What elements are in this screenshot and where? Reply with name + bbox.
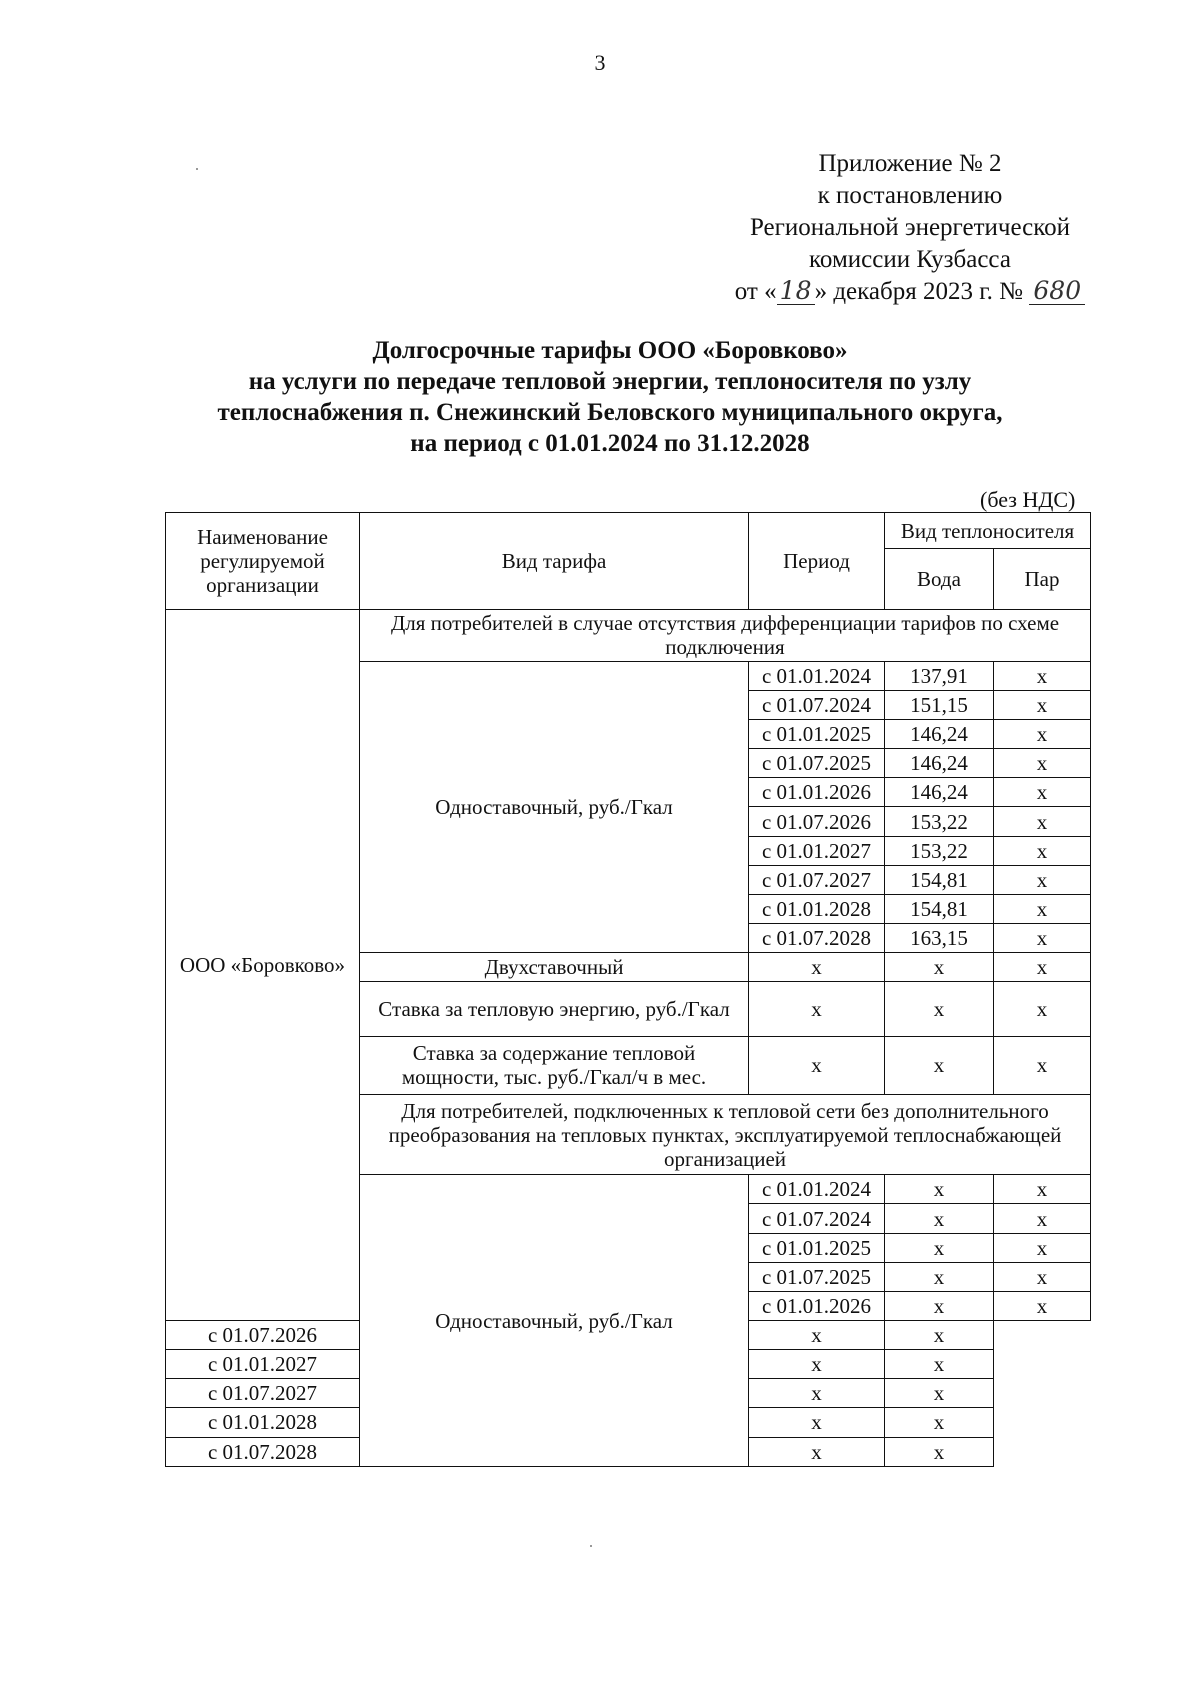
two-rate-label: Двухставочный [360,953,749,982]
scan-speck [196,168,198,170]
water-cell: 153,22 [885,836,994,865]
steam-cell: х [885,1408,994,1437]
water-cell: х [749,1437,885,1466]
steam-cell: х [885,1350,994,1379]
title-line-3: теплоснабжения п. Снежинский Беловского муниципального округа, [217,399,1003,426]
water-cell: 154,81 [885,894,994,923]
date-mid: » декабря 2023 г. № [814,278,1024,305]
period-cell: с 01.01.2028 [749,894,885,923]
appendix-line-1: Приложение № 2 [818,150,1002,177]
period-cell: с 01.07.2026 [166,1321,360,1350]
water-cell: 146,24 [885,778,994,807]
period-cell: с 01.01.2024 [749,1175,885,1204]
water-cell: 146,24 [885,749,994,778]
steam-cell: х [994,1204,1091,1233]
period-cell: с 01.01.2024 [749,661,885,690]
header-org: Наименование регулируемой организации [166,513,360,610]
period-cell: с 01.07.2027 [166,1379,360,1408]
header-row [166,513,1091,549]
water-cell: 163,15 [885,924,994,953]
section-1-single-rate-label: Одноставочный, руб./Гкал [360,661,749,952]
water-cell: х [885,1233,994,1262]
scan-speck [590,1545,592,1547]
steam-cell: х [994,1036,1091,1094]
water-cell: 137,91 [885,661,994,690]
water-cell: х [749,1379,885,1408]
steam-cell: х [994,865,1091,894]
steam-cell: х [885,1437,994,1466]
period-cell: с 01.01.2027 [166,1350,360,1379]
steam-cell: х [994,1175,1091,1204]
period-cell: с 01.07.2025 [749,1262,885,1291]
steam-cell: х [994,778,1091,807]
header-period: Период [749,513,885,610]
steam-cell: х [994,1233,1091,1262]
header-steam: Пар [994,549,1091,609]
period-cell: с 01.07.2024 [749,1204,885,1233]
steam-cell: х [994,1291,1091,1320]
steam-cell: х [994,924,1091,953]
title-line-1: Долгосрочные тарифы ООО «Боровково» [372,337,848,364]
header-tariff-type: Вид тарифа [360,513,749,610]
steam-cell: х [994,982,1091,1036]
water-cell: х [885,1262,994,1291]
title-line-4: на период с 01.01.2024 по 31.12.2028 [410,430,810,457]
steam-cell: х [994,661,1091,690]
water-cell: х [885,953,994,982]
header-carrier: Вид теплоносителя [885,513,1091,549]
period-cell: с 01.01.2025 [749,1233,885,1262]
period-cell: х [749,953,885,982]
period-cell: с 01.01.2027 [749,836,885,865]
water-cell: 153,22 [885,807,994,836]
water-cell: х [885,982,994,1036]
steam-cell: х [885,1321,994,1350]
energy-rate-label: Ставка за тепловую энергию, руб./Гкал [360,982,749,1036]
steam-cell: х [994,1262,1091,1291]
period-cell: с 01.07.2024 [749,690,885,719]
water-cell: х [885,1175,994,1204]
page-number: 3 [594,50,606,75]
appendix-line-3: Региональной энергетической [749,214,1071,241]
period-cell: с 01.01.2026 [749,1291,885,1320]
steam-cell: х [994,894,1091,923]
date-prefix: от « [734,278,777,305]
water-cell: х [885,1204,994,1233]
steam-cell: х [994,720,1091,749]
steam-cell: х [994,807,1091,836]
water-cell: х [749,1350,885,1379]
steam-cell: х [994,749,1091,778]
appendix-block [700,148,1120,308]
section-2-title: Для потребителей, подключенных к тепловой сети без дополнительного преобразования на тепловых пунктах, эксплуатируемой теплоснабжающей организацией [360,1094,1091,1174]
water-cell: х [749,1408,885,1437]
period-cell: с 01.07.2027 [749,865,885,894]
water-cell: х [749,1321,885,1350]
tariff-table [165,512,1091,1467]
appendix-line-4: комиссии Кузбасса [809,246,1011,273]
steam-cell: х [994,953,1091,982]
steam-cell: х [994,836,1091,865]
steam-cell: х [994,690,1091,719]
period-cell: х [749,1036,885,1094]
steam-cell: х [885,1379,994,1408]
vat-note: (без НДС) [980,487,1076,512]
appendix-line-2: к постановлению [817,182,1003,209]
organization-cell: ООО «Боровково» [166,609,360,1321]
capacity-rate-label: Ставка за содержание тепловой мощности, тыс. руб./Гкал/ч в мес. [360,1036,749,1094]
period-cell: с 01.07.2025 [749,749,885,778]
period-cell: с 01.07.2026 [749,807,885,836]
water-cell: х [885,1291,994,1320]
header-water: Вода [885,549,994,609]
water-cell: 151,15 [885,690,994,719]
title-line-2: на услуги по передаче тепловой энергии, теплоносителя по узлу [248,368,972,395]
water-cell: 146,24 [885,720,994,749]
period-cell: с 01.01.2028 [166,1408,360,1437]
appendix-date-line [700,276,1120,308]
handwritten-day: 18 [777,278,815,305]
section-2-single-rate-label: Одноставочный, руб./Гкал [360,1175,749,1467]
period-cell: с 01.07.2028 [749,924,885,953]
water-cell: 154,81 [885,865,994,894]
period-cell: с 01.07.2028 [166,1437,360,1466]
handwritten-number: 680 [1029,278,1085,305]
period-cell: с 01.01.2025 [749,720,885,749]
section-1-row [166,609,1091,661]
period-cell: с 01.01.2026 [749,778,885,807]
section-1-title: Для потребителей в случае отсутствия дифференциации тарифов по схеме подключения [360,609,1091,661]
water-cell: х [885,1036,994,1094]
period-cell: х [749,982,885,1036]
document-title [130,335,1090,459]
